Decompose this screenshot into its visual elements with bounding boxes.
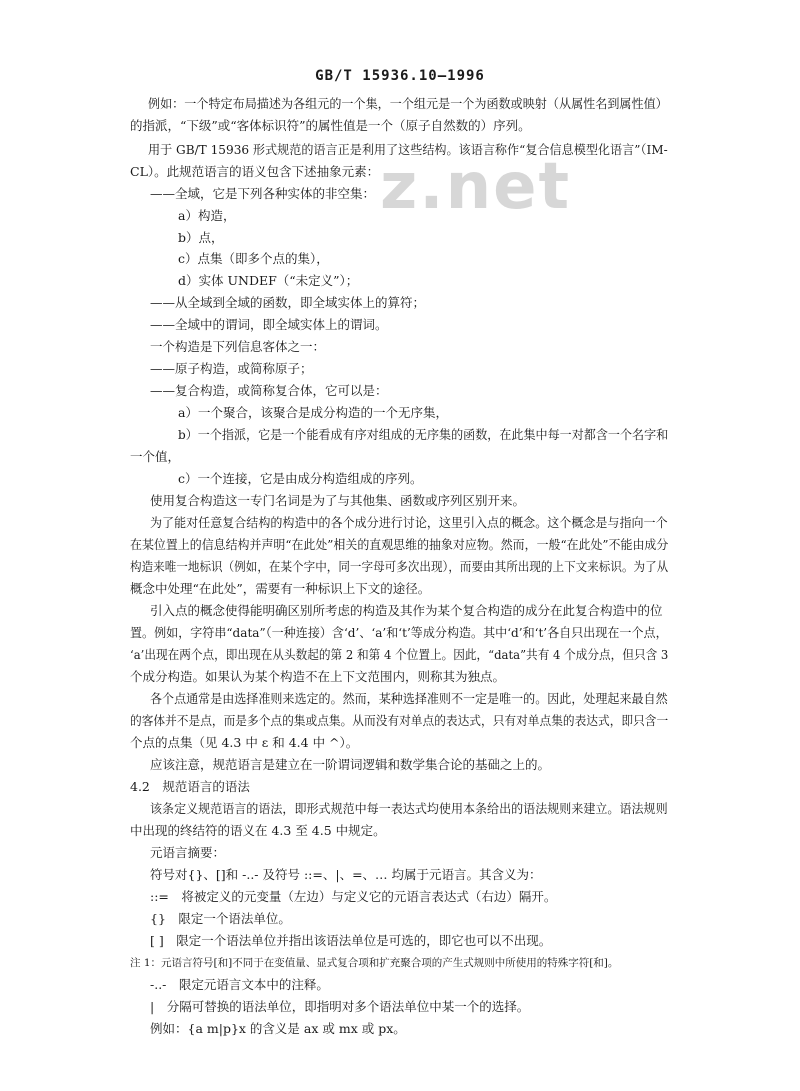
text-line: ——从全域到全域的函数，即全域实体上的算符； bbox=[150, 295, 426, 310]
text-line: a）一个聚合，该聚合是成分构造的一个无序集， bbox=[178, 405, 448, 420]
text-line: 例如：一个特定布局描述为各组元的一个集，一个组元是一个为函数或映射（从属性名到属性值） bbox=[148, 96, 668, 111]
standard-header: GB/T 15936.10—1996 bbox=[315, 68, 485, 84]
text-line: 用于 GB/T 15936 形式规范的语言正是利用了这些结构。该语言称作“复合信息模型化语言”（IM- bbox=[148, 142, 668, 157]
text-line: 置。例如，字符串“data”（一种连接）含‘d’、‘a’和‘t’等成分构造。其中‘d’和‘t’各自只出现在一个点， bbox=[130, 625, 668, 640]
text-line: ——全域中的谓词，即全域实体上的谓词。 bbox=[150, 317, 388, 332]
text-line: 个点的点集（见 4.3 中 ε 和 4.4 中 ^）。 bbox=[130, 735, 359, 750]
text-line: 各个点通常是由选择准则来选定的。然而，某种选择准则不一定是唯一的。因此，处理起来最自然 bbox=[150, 691, 668, 706]
text-line: 的指派，“下级”或“客体标识符”的属性值是一个（原子自然数的）序列。 bbox=[130, 118, 531, 133]
text-line: c）点集（即多个点的集）， bbox=[178, 251, 329, 266]
text-line: ::= 将被定义的元变量（左边）与定义它的元语言表达式（右边）隔开。 bbox=[150, 889, 557, 904]
text-line: 在某位置上的信息结构并声明“在此处”相关的直观思维的抽象对应物。然而，一般“在此处”不能由成分 bbox=[130, 537, 669, 552]
text-line: 4.2 规范语言的语法 bbox=[130, 779, 250, 794]
text-line: b）一个指派，它是一个能看成有序对组成的无序集的函数，在此集中每一对都含一个名字和 bbox=[178, 427, 669, 442]
text-line: 例如：{a m|p}x 的含义是 ax 或 mx 或 px。 bbox=[150, 1021, 406, 1036]
text-line: b）点， bbox=[178, 230, 224, 245]
text-line: 符号对{}、[]和 -..- 及符号 ::=、|、=、… 均属于元语言。其含义为： bbox=[150, 867, 542, 882]
text-line: 一个值， bbox=[130, 449, 181, 464]
watermark: z.net bbox=[380, 150, 572, 224]
text-line: ——原子构造，或简称原子； bbox=[150, 361, 313, 376]
text-line: 构造来唯一地标识（例如，在某个字中，同一字母可多次出现），而要由其所出现的上下文来标识。为了从 bbox=[130, 559, 669, 574]
text-line: 元语言摘要： bbox=[150, 845, 226, 860]
text-line: CL）。此规范语言的语义包含下述抽象元素： bbox=[130, 164, 380, 179]
text-line: 该条定义规范语言的语法，即形式规范中每一表达式均使用本条给出的语法规则来建立。语法规则 bbox=[150, 801, 668, 816]
text-line: 的客体并不是点，而是多个点的集或点集。从而没有对单点的表达式，只有对单点集的表达式，即只含一 bbox=[130, 713, 669, 728]
text-line: ——全域，它是下列各种实体的非空集： bbox=[150, 186, 376, 201]
text-line: a）构造， bbox=[178, 208, 236, 223]
text-line: 概念中处理“在此处”，需要有一种标识上下文的途径。 bbox=[130, 581, 431, 596]
text-line: 引入点的概念使得能明确区别所考虑的构造及其作为某个复合构造的成分在此复合构造中的位 bbox=[150, 603, 663, 618]
text-line: [ ] 限定一个语法单位并指出该语法单位是可选的，即它也可以不出现。 bbox=[150, 933, 552, 948]
text-line: 应该注意，规范语言是建立在一阶谓词逻辑和数学集合论的基础之上的。 bbox=[150, 757, 551, 772]
text-line: 为了能对任意复合结构的构造中的各个成分进行讨论，这里引入点的概念。这个概念是与指向一个 bbox=[150, 515, 668, 530]
text-line: d）实体 UNDEF（“未定义”）； bbox=[178, 273, 359, 288]
text-line: {} 限定一个语法单位。 bbox=[150, 911, 291, 926]
text-line: c）一个连接，它是由成分构造组成的序列。 bbox=[178, 471, 423, 486]
text-line: 中出现的终结符的语义在 4.3 至 4.5 中规定。 bbox=[130, 823, 386, 838]
text-line: 注 1：元语言符号[和]不同于在变值量、显式复合项和扩充聚合项的产生式规则中所使用的特殊字符[和]。 bbox=[130, 957, 619, 969]
text-line: -..- 限定元语言文本中的注释。 bbox=[150, 977, 329, 992]
text-line: 使用复合构造这一专门名词是为了与其他集、函数或序列区别开来。 bbox=[150, 493, 526, 508]
text-line: ——复合构造，或简称复合体，它可以是： bbox=[150, 383, 388, 398]
text-line: 一个构造是下列信息客体之一： bbox=[150, 339, 326, 354]
text-line: 个成分构造。如果认为某个构造不在上下文范围内，则称其为独点。 bbox=[130, 669, 506, 684]
text-line: ‘a’出现在两个点，即出现在从头数起的第 2 和第 4 个位置上。因此，“data”共有 4 个成分点，但只含 3 bbox=[130, 647, 669, 662]
text-line: | 分隔可替换的语法单位，即指明对多个语法单位中某一个的选择。 bbox=[150, 999, 530, 1014]
